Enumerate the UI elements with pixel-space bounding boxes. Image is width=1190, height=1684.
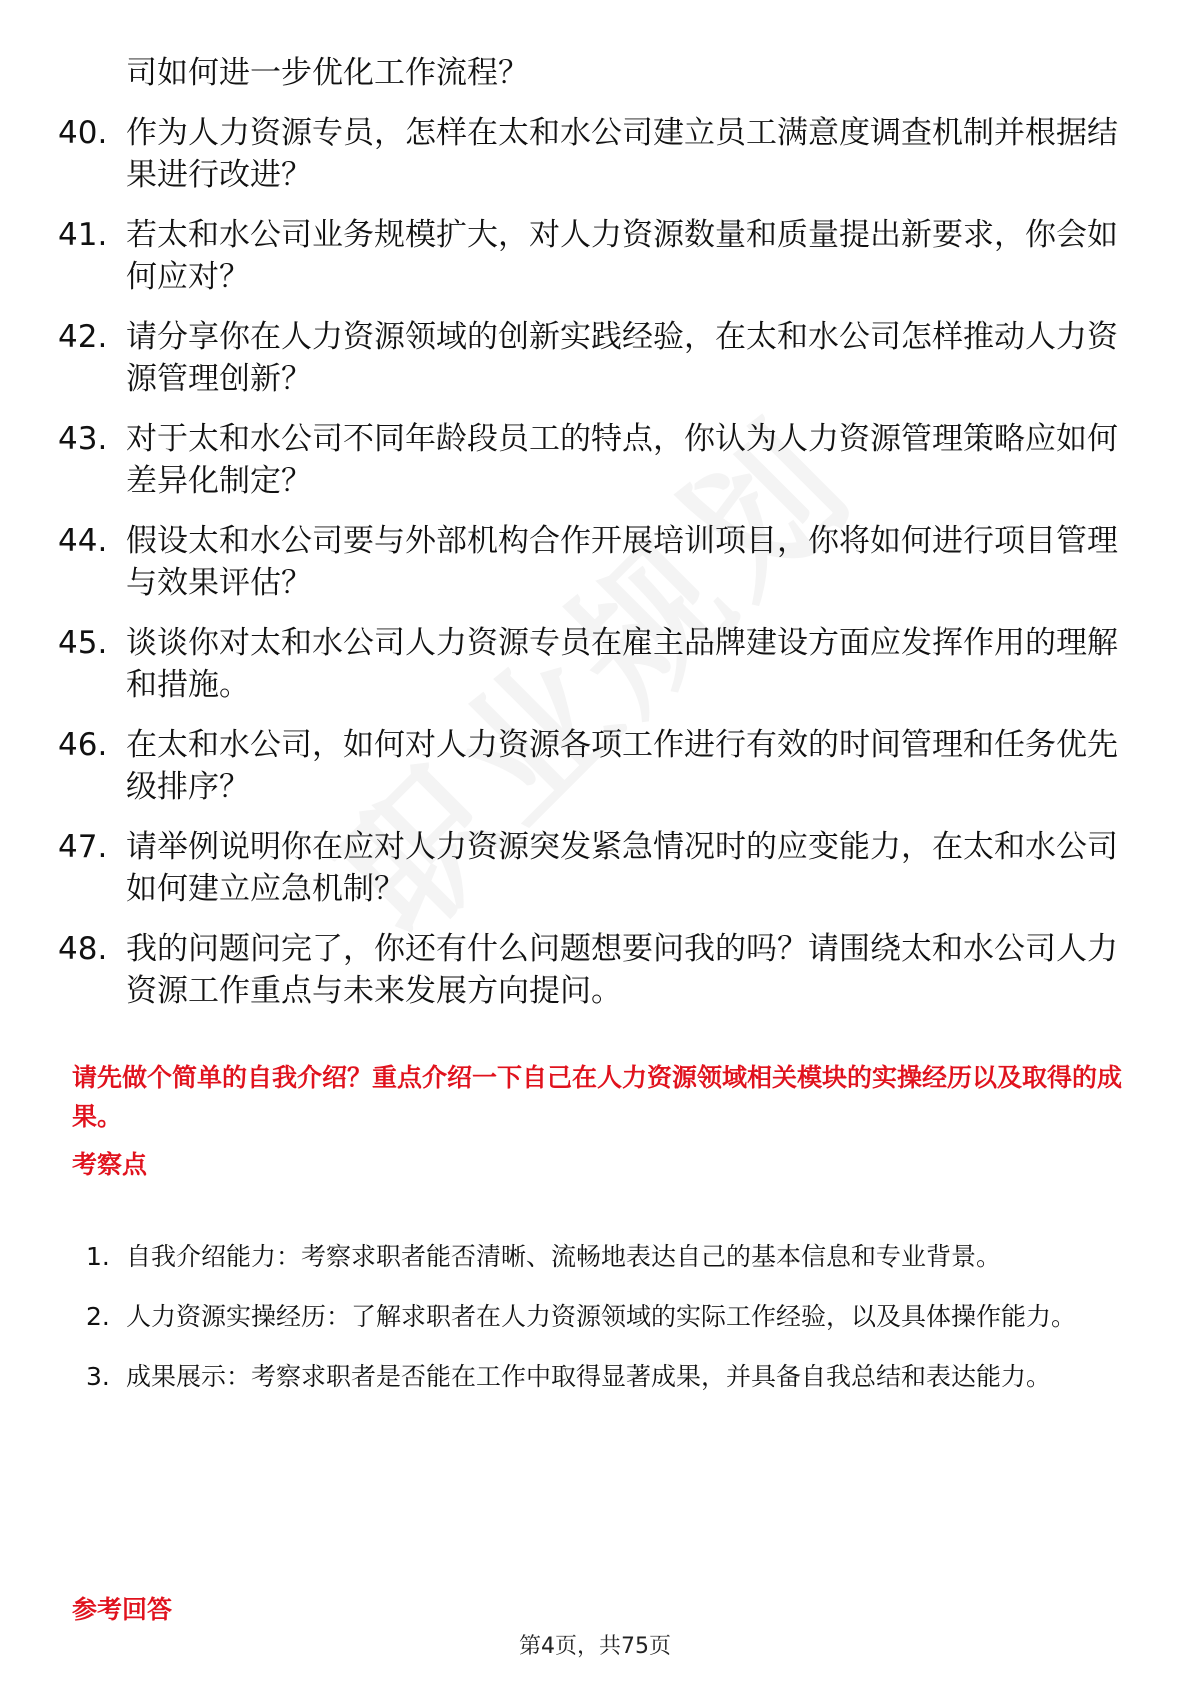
reference-answer-title: 参考回答 xyxy=(72,1595,173,1624)
question-text: 请分享你在人力资源领域的创新实践经验，在太和水公司怎样推动人力资源管理创新？ xyxy=(126,319,1118,397)
question-number: 41. xyxy=(58,217,108,253)
list-item xyxy=(58,928,1138,1012)
list-item xyxy=(86,1228,1136,1285)
point-number: 2. xyxy=(86,1302,110,1331)
page-number: 第4页，共75页 xyxy=(519,1634,671,1659)
point-text: 人力资源实操经历：了解求职者在人力资源领域的实际工作经验，以及具体操作能力。 xyxy=(126,1302,1077,1331)
question-text: 请举例说明你在应对人力资源突发紧急情况时的应变能力，在太和水公司如何建立应急机制？ xyxy=(126,829,1118,907)
question-list xyxy=(58,52,1138,1030)
assessment-points xyxy=(86,1228,1136,1408)
question-text: 谈谈你对太和水公司人力资源专员在雇主品牌建设方面应发挥作用的理解和措施。 xyxy=(126,625,1118,703)
list-item xyxy=(58,724,1138,808)
question-number: 43. xyxy=(58,421,108,457)
question-number: 47. xyxy=(58,829,108,865)
list-item xyxy=(86,1348,1136,1405)
highlight-question: 请先做个简单的自我介绍？重点介绍一下自己在人力资源领域相关模块的实操经历以及取得的成果。 xyxy=(72,1063,1123,1131)
point-number: 1. xyxy=(86,1242,110,1271)
question-text: 作为人力资源专员，怎样在太和水公司建立员工满意度调查机制并根据结果进行改进？ xyxy=(126,115,1118,193)
question-number: 48. xyxy=(58,931,108,967)
list-item xyxy=(58,112,1138,196)
question-continuation: 司如何进一步优化工作流程？ xyxy=(126,55,529,91)
question-text: 在太和水公司，如何对人力资源各项工作进行有效的时间管理和任务优先级排序？ xyxy=(126,727,1118,805)
point-number: 3. xyxy=(86,1362,110,1391)
list-item xyxy=(58,316,1138,400)
list-item xyxy=(58,826,1138,910)
question-number: 40. xyxy=(58,115,108,151)
question-number: 44. xyxy=(58,523,108,559)
point-text: 自我介绍能力：考察求职者能否清晰、流畅地表达自己的基本信息和专业背景。 xyxy=(126,1242,1002,1271)
question-number: 45. xyxy=(58,625,108,661)
assessment-title: 考察点 xyxy=(72,1150,148,1179)
question-text: 我的问题问完了，你还有什么问题想要问我的吗？请围绕太和水公司人力资源工作重点与未来发展方向提问。 xyxy=(126,931,1118,1009)
point-text: 成果展示：考察求职者是否能在工作中取得显著成果，并具备自我总结和表达能力。 xyxy=(126,1362,1052,1391)
list-item xyxy=(58,520,1138,604)
question-text: 对于太和水公司不同年龄段员工的特点，你认为人力资源管理策略应如何差异化制定？ xyxy=(126,421,1118,499)
list-item xyxy=(58,622,1138,706)
question-number: 42. xyxy=(58,319,108,355)
question-text: 若太和水公司业务规模扩大，对人力资源数量和质量提出新要求，你会如何应对？ xyxy=(126,217,1118,295)
list-item xyxy=(58,418,1138,502)
question-text: 假设太和水公司要与外部机构合作开展培训项目，你将如何进行项目管理与效果评估？ xyxy=(126,523,1118,601)
question-number: 46. xyxy=(58,727,108,763)
list-item xyxy=(86,1288,1136,1345)
list-item xyxy=(58,214,1138,298)
